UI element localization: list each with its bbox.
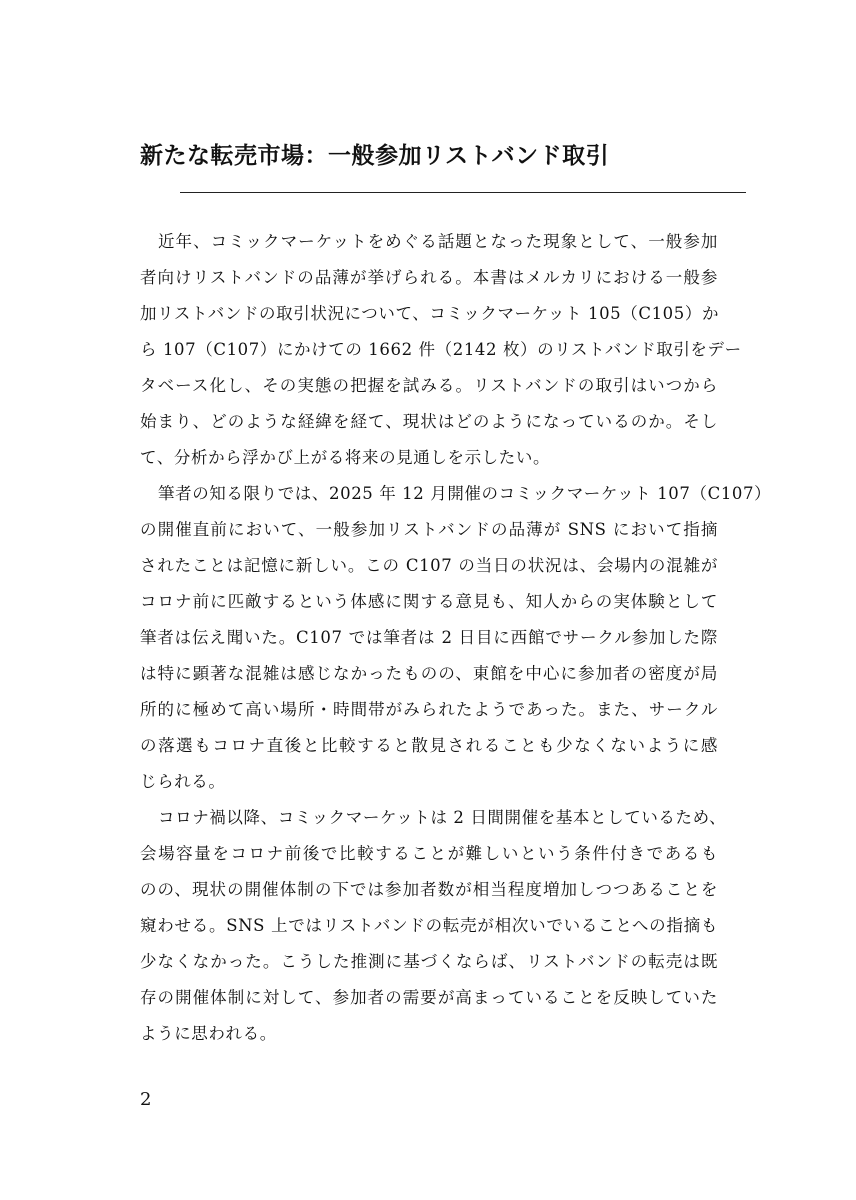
page-number: 2: [140, 1089, 152, 1110]
text-line: コロナ禍以降、コミックマーケットは 2 日間開催を基本としているため、: [158, 808, 727, 827]
text-line: 少なくなかった。こうした推測に基づくならば、リストバンドの転売は既: [140, 952, 718, 971]
body-text: [140, 224, 772, 1052]
text-line: 始まり、どのような経緯を経て、現状はどのようになっているのか。そし: [140, 412, 718, 431]
text-line: 存の開催体制に対して、参加者の需要が高まっていることを反映していた: [140, 988, 718, 1007]
text-line: じられる。: [140, 772, 226, 791]
text-line: タベース化し、その実態の把握を試みる。リストバンドの取引はいつから: [140, 376, 718, 395]
text-line: の開催直前において、一般参加リストバンドの品薄が SNS において指摘: [140, 520, 718, 539]
text-line: は特に顕著な混雑は感じなかったものの、東館を中心に参加者の密度が局: [140, 664, 718, 683]
text-line: 筆者は伝え聞いた。C107 では筆者は 2 日目に西館でサークル参加した際: [140, 628, 718, 647]
paragraph-2: [140, 476, 772, 800]
text-line: 筆者の知る限りでは、2025 年 12 月開催のコミックマーケット 107（C107）: [158, 484, 772, 503]
text-line: 者向けリストバンドの品薄が挙げられる。本書はメルカリにおける一般参: [140, 268, 718, 287]
text-line: 会場容量をコロナ前後で比較することが難しいという条件付きであるも: [140, 844, 718, 863]
page-title: 新たな転売市場：一般参加リストバンド取引: [140, 143, 610, 169]
text-line: ら 107（C107）にかけての 1662 件（2142 枚）のリストバンド取引をデー: [140, 340, 742, 359]
text-line: のの、現状の開催体制の下では参加者数が相当程度増加しつつあることを: [140, 880, 718, 899]
text-line: ように思われる。: [140, 1024, 277, 1043]
text-line: 近年、コミックマーケットをめぐる話題となった現象として、一般参加: [158, 232, 718, 251]
text-line: て、分析から浮かび上がる将来の見通しを示したい。: [140, 448, 551, 467]
paragraph-1: [140, 224, 742, 476]
paragraph-3: [140, 800, 727, 1052]
text-line: 窺わせる。SNS 上ではリストバンドの転売が相次いでいることへの指摘も: [140, 916, 718, 935]
text-line: 所的に極めて高い場所・時間帯がみられたようであった。また、サークル: [140, 700, 718, 719]
text-line: コロナ前に匹敵するという体感に関する意見も、知人からの実体験として: [140, 592, 718, 611]
text-line: 加リストバンドの取引状況について、コミックマーケット 105（C105）か: [140, 304, 720, 323]
title-underline: [180, 192, 746, 193]
text-line: の落選もコロナ直後と比較すると散見されることも少なくないように感: [140, 736, 718, 755]
text-line: されたことは記憶に新しい。この C107 の当日の状況は、会場内の混雑が: [140, 556, 718, 575]
